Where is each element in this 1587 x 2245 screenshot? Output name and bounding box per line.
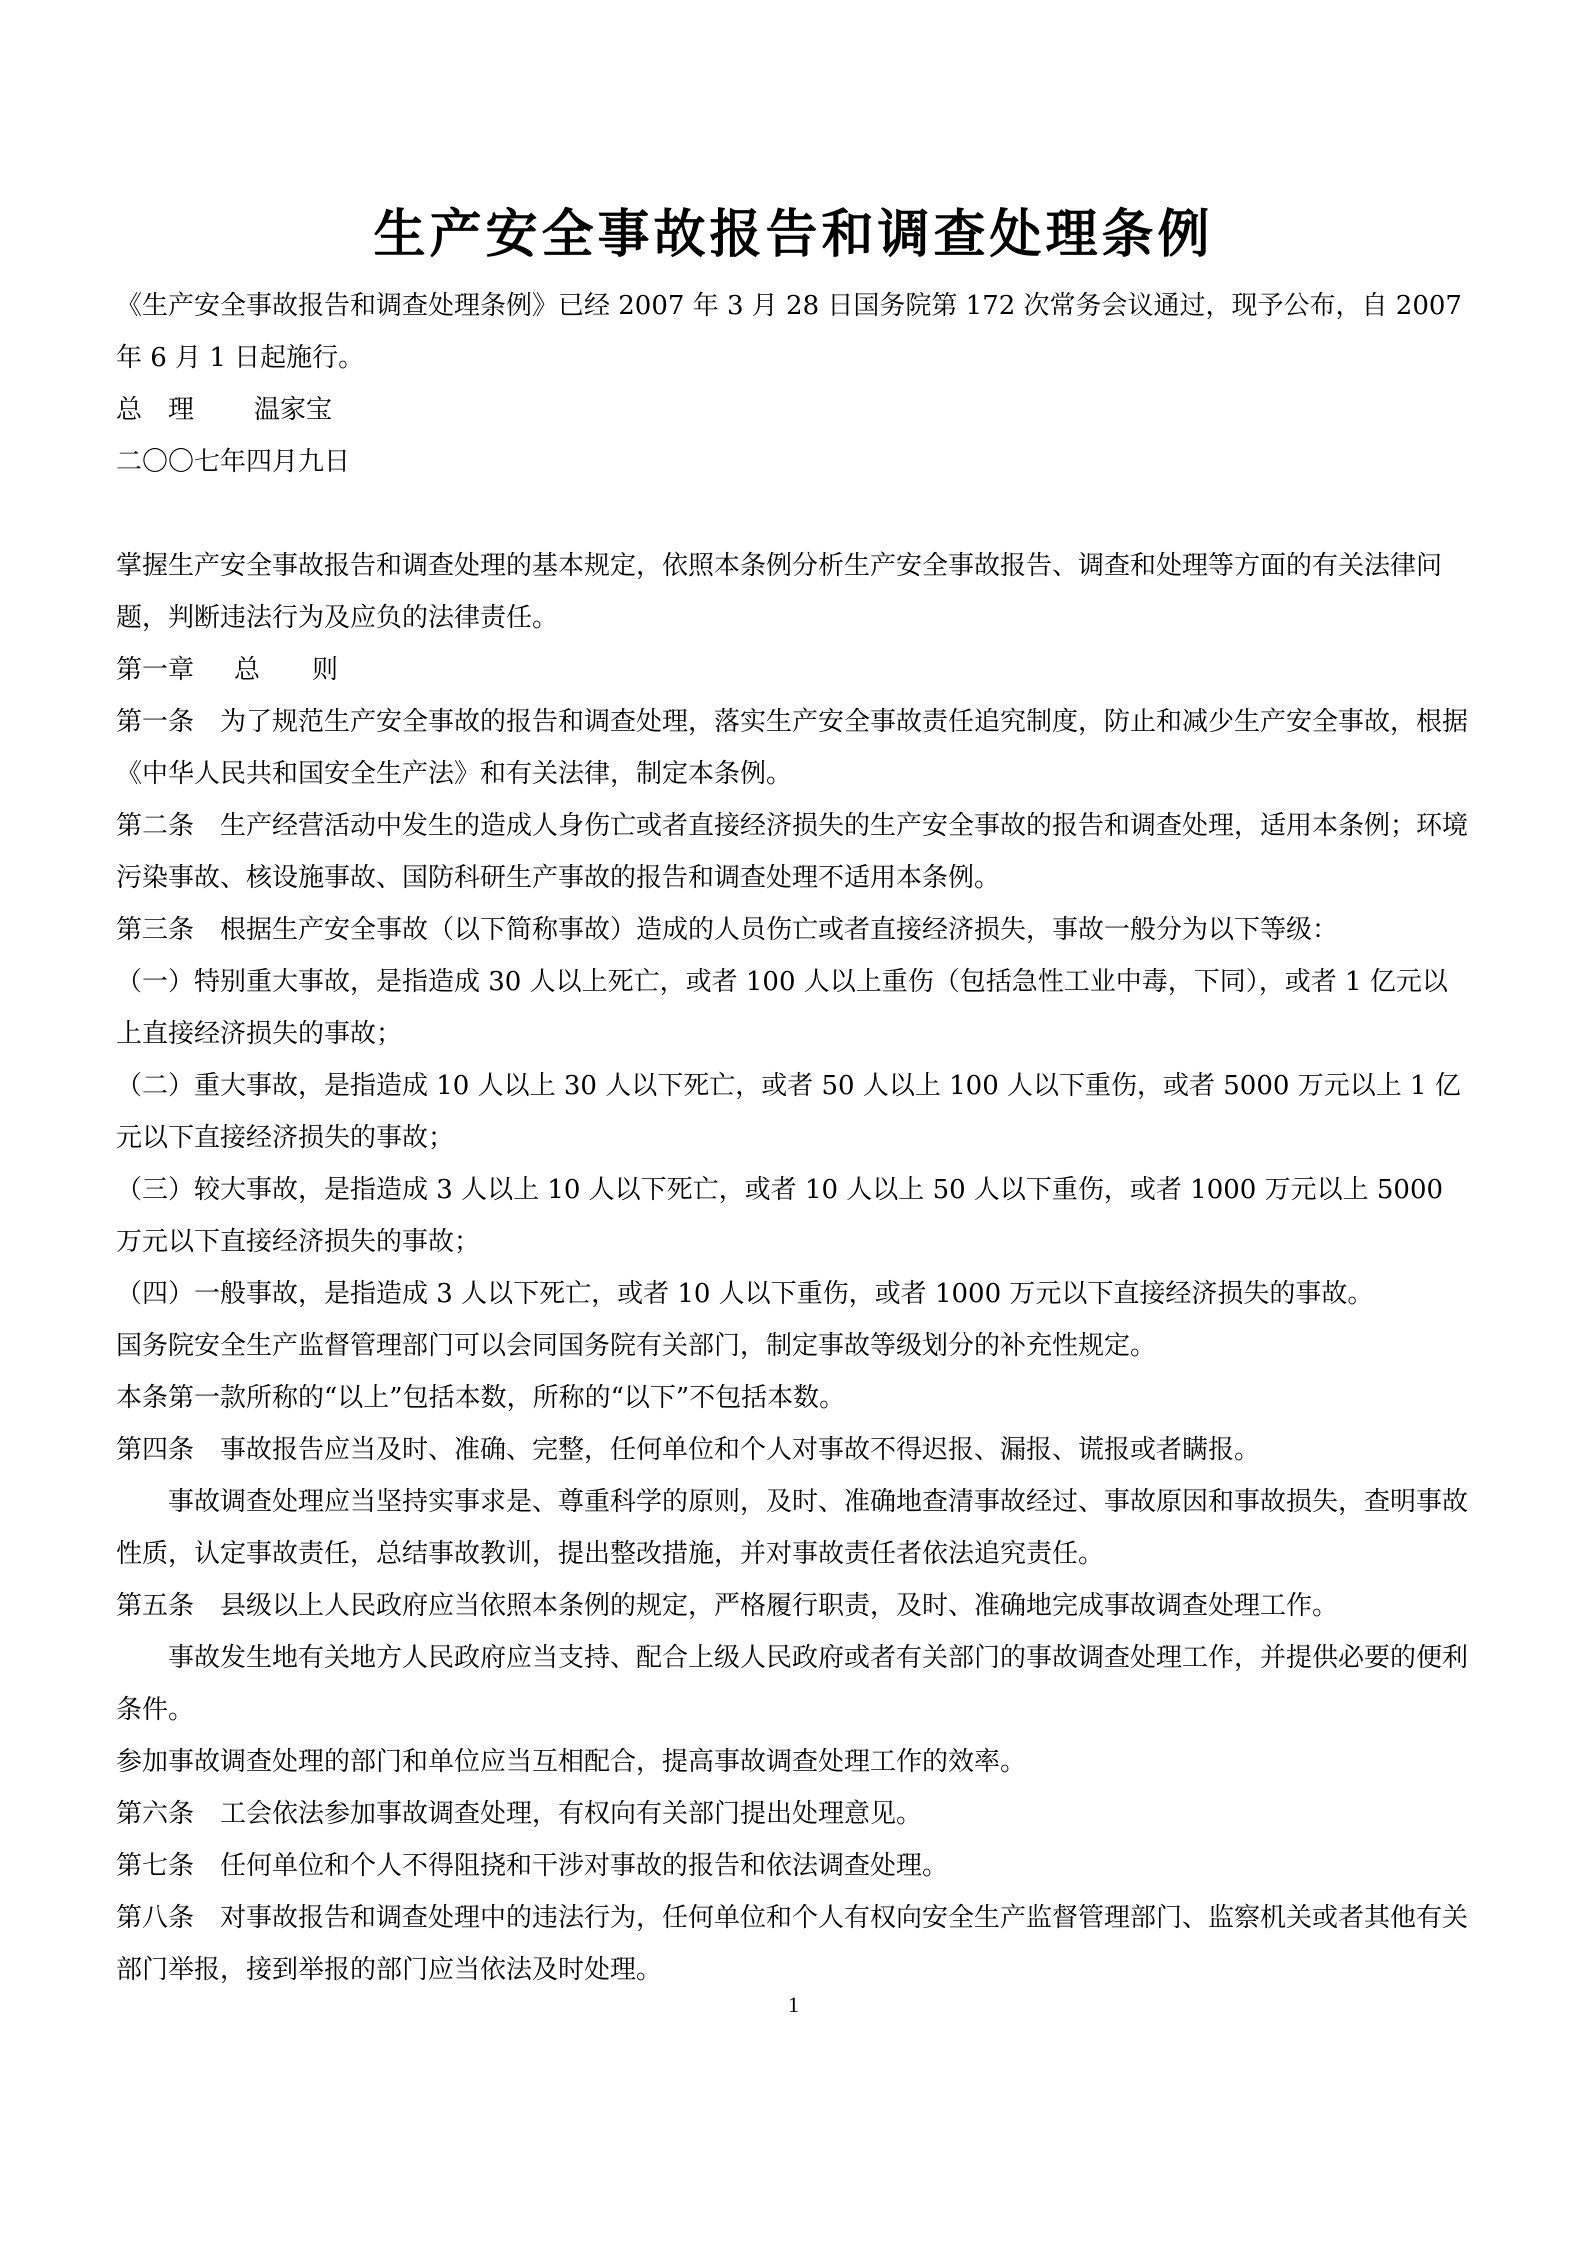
article-4-para-2: 事故调查处理应当坚持实事求是、尊重科学的原则，及时、准确地查清事故经过、事故原因和事故损失，查明事故性质，认定事故责任，总结事故教训，提出整改措施，并对事故责任者依法追究责任。 [116, 1487, 1469, 1569]
article-3-para-3: 本条第一款所称的“以上”包括本数，所称的“以下”不包括本数。 [116, 1383, 846, 1413]
article-8: 第八条 对事故报告和调查处理中的违法行为，任何单位和个人有权向安全生产监督管理部门、监察机关或者其他有关部门举报，接到举报的部门应当依法及时处理。 [116, 1903, 1469, 1985]
signature-line [116, 384, 1471, 436]
document-body [116, 280, 1471, 1996]
article-3-item-2: （二）重大事故，是指造成 10 人以上 30 人以下死亡，或者 50 人以上 100 人以下重伤，或者 5000 万元以上 1 亿元以下直接经济损失的事故； [116, 1071, 1461, 1153]
article-3-item-4: （四）一般事故，是指造成 3 人以下死亡，或者 10 人以下重伤，或者 1000 万元以下直接经济损失的事故。 [116, 1279, 1374, 1309]
article-1: 第一条 为了规范生产安全事故的报告和调查处理，落实生产安全事故责任追究制度，防止和减少生产安全事故，根据《中华人民共和国安全生产法》和有关法律，制定本条例。 [116, 707, 1469, 789]
article-3-para-2: 国务院安全生产监督管理部门可以会同国务院有关部门，制定事故等级划分的补充性规定。 [116, 1331, 1157, 1361]
summary-paragraph: 掌握生产安全事故报告和调查处理的基本规定，依照本条例分析生产安全事故报告、调查和处理等方面的有关法律问题，判断违法行为及应负的法律责任。 [116, 551, 1443, 633]
chapter-heading [116, 644, 1471, 696]
signer-name: 温家宝 [254, 395, 333, 425]
article-5-para-2: 事故发生地有关地方人民政府应当支持、配合上级人民政府或者有关部门的事故调查处理工作，并提供必要的便利条件。 [116, 1643, 1469, 1725]
signer-title: 总 理 [116, 395, 195, 425]
article-5: 第五条 县级以上人民政府应当依照本条例的规定，严格履行职责，及时、准确地完成事故调查处理工作。 [116, 1591, 1339, 1621]
page-number: 1 [788, 1992, 799, 2017]
chapter-label: 第一章 [116, 655, 195, 685]
article-2: 第二条 生产经营活动中发生的造成人身伤亡或者直接经济损失的生产安全事故的报告和调查处理，适用本条例；环境污染事故、核设施事故、国防科研生产事故的报告和调查处理不适用本条例。 [116, 811, 1469, 893]
article-4: 第四条 事故报告应当及时、准确、完整，任何单位和个人对事故不得迟报、漏报、谎报或者瞒报。 [116, 1435, 1261, 1465]
article-5-para-3: 参加事故调查处理的部门和单位应当互相配合，提高事故调查处理工作的效率。 [116, 1747, 1027, 1777]
article-6: 第六条 工会依法参加事故调查处理，有权向有关部门提出处理意见。 [116, 1799, 923, 1829]
document-title: 生产安全事故报告和调查处理条例 [373, 204, 1214, 265]
intro-paragraph: 《生产安全事故报告和调查处理条例》已经 2007 年 3 月 28 日国务院第 172 次常务会议通过，现予公布，自 2007 年 6 月 1 日起施行。 [116, 291, 1462, 373]
article-7: 第七条 任何单位和个人不得阻挠和干涉对事故的报告和依法调查处理。 [116, 1851, 949, 1881]
article-3: 第三条 根据生产安全事故（以下简称事故）造成的人员伤亡或者直接经济损失，事故一般分为以下等级： [116, 915, 1339, 945]
sign-date: 二〇〇七年四月九日 [116, 447, 351, 477]
article-3-item-3: （三）较大事故，是指造成 3 人以上 10 人以下死亡，或者 10 人以上 50 人以下重伤，或者 1000 万元以上 5000 万元以下直接经济损失的事故； [116, 1175, 1444, 1257]
article-3-item-1: （一）特别重大事故，是指造成 30 人以上死亡，或者 100 人以上重伤（包括急性工业中毒，下同），或者 1 亿元以上直接经济损失的事故； [116, 967, 1448, 1049]
chapter-title: 总 则 [234, 655, 339, 685]
